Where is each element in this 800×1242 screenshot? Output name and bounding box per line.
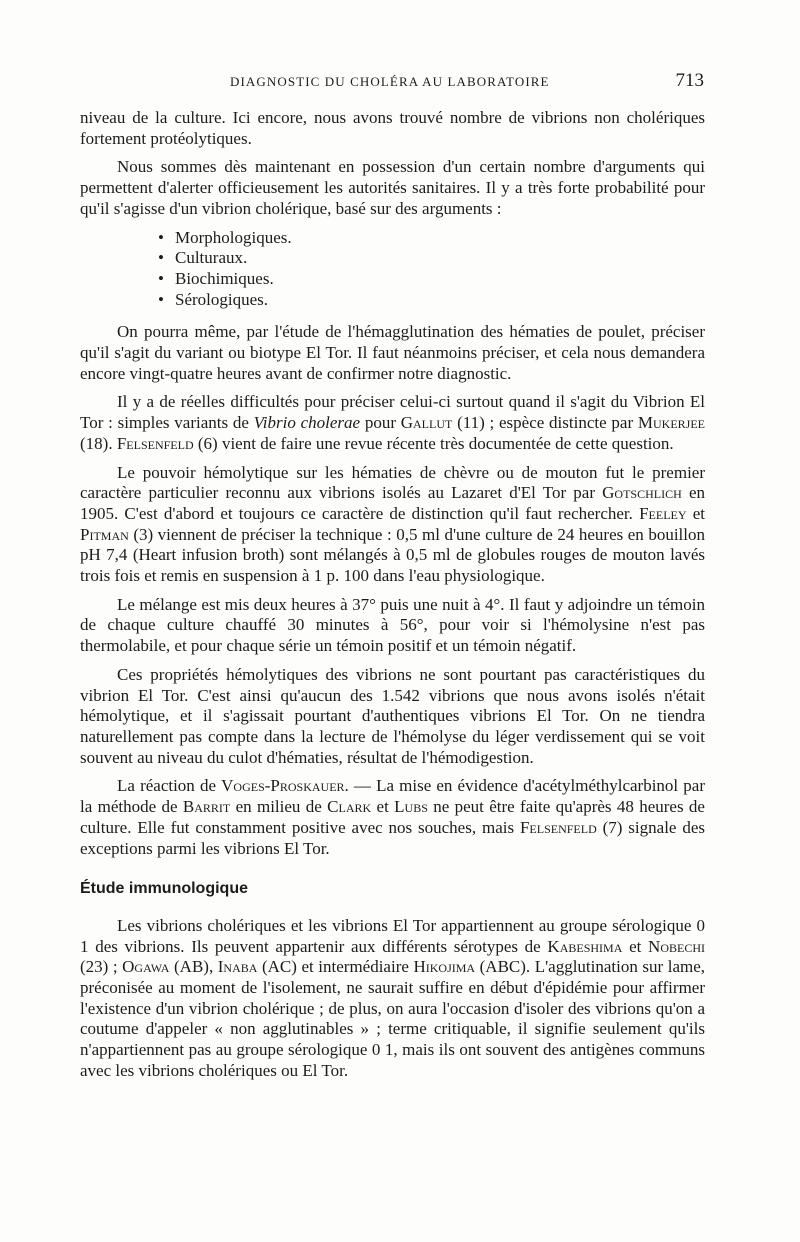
author-name: Mukerjee bbox=[637, 413, 705, 433]
author-name: Clark bbox=[327, 797, 372, 817]
running-title: DIAGNOSTIC DU CHOLÉRA AU LABORATOIRE bbox=[230, 74, 550, 89]
author-name: Felsenfeld bbox=[519, 817, 597, 837]
paragraph-arguments-intro: Nous sommes dès maintenant en possession d'un certain nombre d'arguments qui permettent d'alerter officieusement les autorités sanitaires. Il y a très forte probabilité pour qu'il s'agisse d'un vibrion cholérique, basé sur des arguments : bbox=[80, 157, 705, 218]
arguments-list bbox=[80, 228, 705, 311]
list-item-text: Biochimiques. bbox=[175, 268, 274, 288]
serotype-name: Inaba bbox=[217, 957, 258, 977]
author-name: Gotschlich bbox=[602, 483, 682, 503]
author-name: Pitman bbox=[80, 524, 129, 544]
species-name: Vibrio cholerae bbox=[253, 413, 361, 433]
section-heading: Étude immunologique bbox=[80, 880, 248, 898]
paragraph-continuation: niveau de la culture. Ici encore, nous avons trouvé nombre de vibrions non cholériques fortement protéolytiques. bbox=[80, 108, 705, 148]
body-text bbox=[80, 108, 705, 1090]
bullet-icon: • bbox=[158, 289, 164, 309]
bullet-icon: • bbox=[158, 227, 164, 247]
page-number: 713 bbox=[675, 70, 704, 91]
serotype-name: Ogawa bbox=[122, 957, 170, 977]
list-item bbox=[158, 290, 705, 311]
paragraph-el-tor-difficulties: Il y a de réelles difficultés pour préciser celui-ci surtout quand il s'agit du Vibrion El Tor : simples variants de Vibrio cholerae pour Gallut (11) ; espèce distincte par Mukerjee (18). Felsenfeld (6) vient de faire une revue récente très documentée de cette question. bbox=[80, 392, 705, 453]
paragraph-hemolytic-properties: Ces propriétés hémolytiques des vibrions ne sont pourtant pas caractéristiques du vibrion El Tor. C'est ainsi qu'aucun des 1.542 vibrions que nous avons isolés n'était hémolytique, et il s'agissait pourtant d'authentiques vibrions El Tor. On ne tiendra naturellement pas compte dans la lecture de l'hémolyse du léger verdissement qui se voit souvent au niveau du culot d'hématies, résultat de l'hémodigestion. bbox=[80, 664, 705, 767]
list-item bbox=[158, 228, 705, 249]
list-item bbox=[158, 269, 705, 290]
author-name: Barrit bbox=[182, 797, 231, 817]
author-name: Felsenfeld bbox=[116, 433, 194, 453]
bullet-icon: • bbox=[158, 268, 164, 288]
author-name: Kabeshima bbox=[547, 936, 623, 956]
list-item bbox=[158, 248, 705, 269]
paragraph-voges-proskauer: La réaction de Voges-Proskauer. — La mise en évidence d'acétylméthylcarbinol par la méthode de Barrit en milieu de Clark et Lubs ne peut être faite qu'après 48 heures de culture. Elle fut constamment positive avec nos souches, mais Felsenfeld (7) signale des exceptions parmi les vibrions El Tor. bbox=[80, 776, 706, 858]
bullet-icon: • bbox=[158, 248, 164, 268]
reaction-name: Voges-Proskauer bbox=[221, 776, 345, 796]
author-name: Gallut bbox=[400, 413, 453, 433]
paragraph-immunology: Les vibrions cholériques et les vibrions El Tor appartiennent au groupe sérologique 0 1 des vibrions. Ils peuvent appartenir aux différents sérotypes de Kabeshima et Nobechi (23) ; Ogawa (AB), Inaba (AC) et intermédiaire Hikojima (ABC). L'agglutination sur lame, préconisée au moment de l'isolement, ne saurait suffire en début d'épidémie pour affirmer l'existence d'un vibrion cholérique ; de plus, on aura l'occasion d'isoler des vibrions qu'on a coutume d'appeler « non agglutinables » ; terme critiquable, il signifie seulement qu'ils n'appartiennent pas au groupe sérologique 0 1, mais ils ont souvent des antigènes communs avec les vibrions cholériques ou El Tor. bbox=[80, 915, 706, 1080]
paragraph-hemagglutination: On pourra même, par l'étude de l'hémagglutination des hématies de poulet, préciser qu'il s'agit du variant ou biotype El Tor. Il faut néanmoins préciser, et cela nous demandera encore vingt-quatre heures avant de confirmer notre diagnostic. bbox=[80, 322, 705, 383]
serotype-name: Hikojima bbox=[413, 957, 476, 977]
paragraph-mixture: Le mélange est mis deux heures à 37° puis une nuit à 4°. Il faut y adjoindre un témoin de chaque culture chauffé 30 minutes à 56°, pour voir si l'hémolysine n'est pas thermolabile, et pour chaque série un témoin positif et un témoin négatif. bbox=[80, 594, 705, 656]
list-item-text: Culturaux. bbox=[175, 248, 248, 268]
list-item-text: Morphologiques. bbox=[175, 227, 292, 247]
author-name: Nobechi bbox=[648, 936, 705, 956]
paragraph-hemolytic-power: Le pouvoir hémolytique sur les hématies de chèvre ou de mouton fut le premier caractère particulier reconnu aux vibrions isolés au Lazaret d'El Tor par Gotschlich en 1905. C'est d'abord et toujours ce caractère de distinction qu'il faut rechercher. Feeley et Pitman (3) viennent de préciser la technique : 0,5 ml d'une culture de 24 heures en bouillon pH 7,4 (Heart infusion broth) sont mélangés à 0,5 ml de globules rouges de mouton lavés trois fois et remis en suspension à 1 p. 100 dans l'eau physiologique. bbox=[80, 462, 705, 586]
list-item-text: Sérologiques. bbox=[175, 289, 269, 309]
author-name: Feeley bbox=[639, 503, 687, 523]
page-header bbox=[0, 72, 800, 96]
author-name: Lubs bbox=[394, 797, 428, 817]
